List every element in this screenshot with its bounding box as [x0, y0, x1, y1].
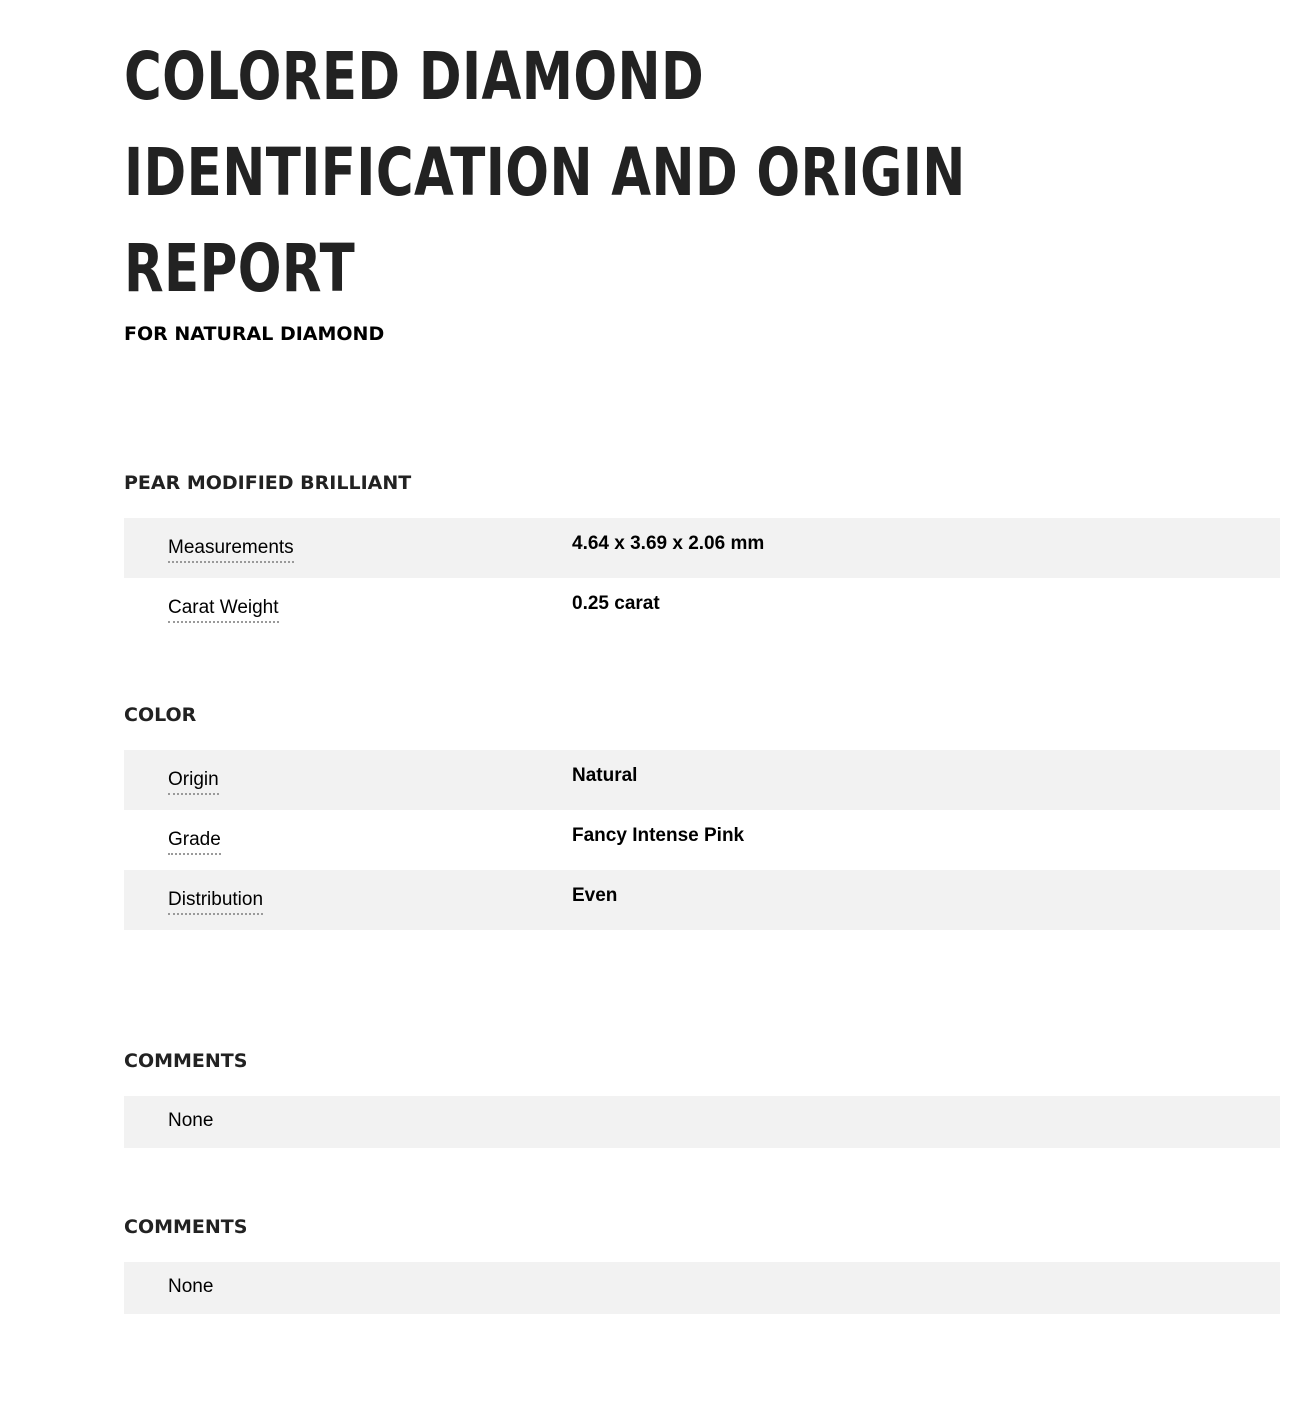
- measurements-row: [124, 518, 1280, 578]
- grade-value: Fancy Intense Pink: [572, 825, 745, 846]
- shape-section-heading: PEAR MODIFIED BRILLIANT: [124, 472, 412, 494]
- carat-weight-label[interactable]: Carat Weight: [168, 596, 279, 623]
- origin-value: Natural: [572, 765, 638, 786]
- distribution-row: [124, 870, 1280, 930]
- comments-text-1: None: [168, 1110, 214, 1131]
- distribution-value: Even: [572, 885, 618, 906]
- measurements-value: 4.64 x 3.69 x 2.06 mm: [572, 533, 765, 554]
- report-title-line-3: REPORT: [124, 230, 356, 307]
- report-subtitle: FOR NATURAL DIAMOND: [124, 323, 385, 345]
- report-title-line-2: IDENTIFICATION AND ORIGIN: [124, 134, 966, 211]
- measurements-label[interactable]: Measurements: [168, 536, 294, 563]
- report-title-line-1: COLORED DIAMOND: [124, 38, 705, 115]
- comments-heading-2: COMMENTS: [124, 1216, 248, 1238]
- origin-label[interactable]: Origin: [168, 768, 219, 795]
- comments-row-1: [124, 1096, 1280, 1148]
- carat-weight-row: [124, 578, 1280, 638]
- comments-text-2: None: [168, 1276, 214, 1297]
- grade-label[interactable]: Grade: [168, 828, 221, 855]
- origin-row: [124, 750, 1280, 810]
- comments-heading-1: COMMENTS: [124, 1050, 248, 1072]
- distribution-label[interactable]: Distribution: [168, 888, 263, 915]
- comments-row-2: [124, 1262, 1280, 1314]
- grade-row: [124, 810, 1280, 870]
- carat-weight-value: 0.25 carat: [572, 593, 660, 614]
- color-section-heading: COLOR: [124, 704, 197, 726]
